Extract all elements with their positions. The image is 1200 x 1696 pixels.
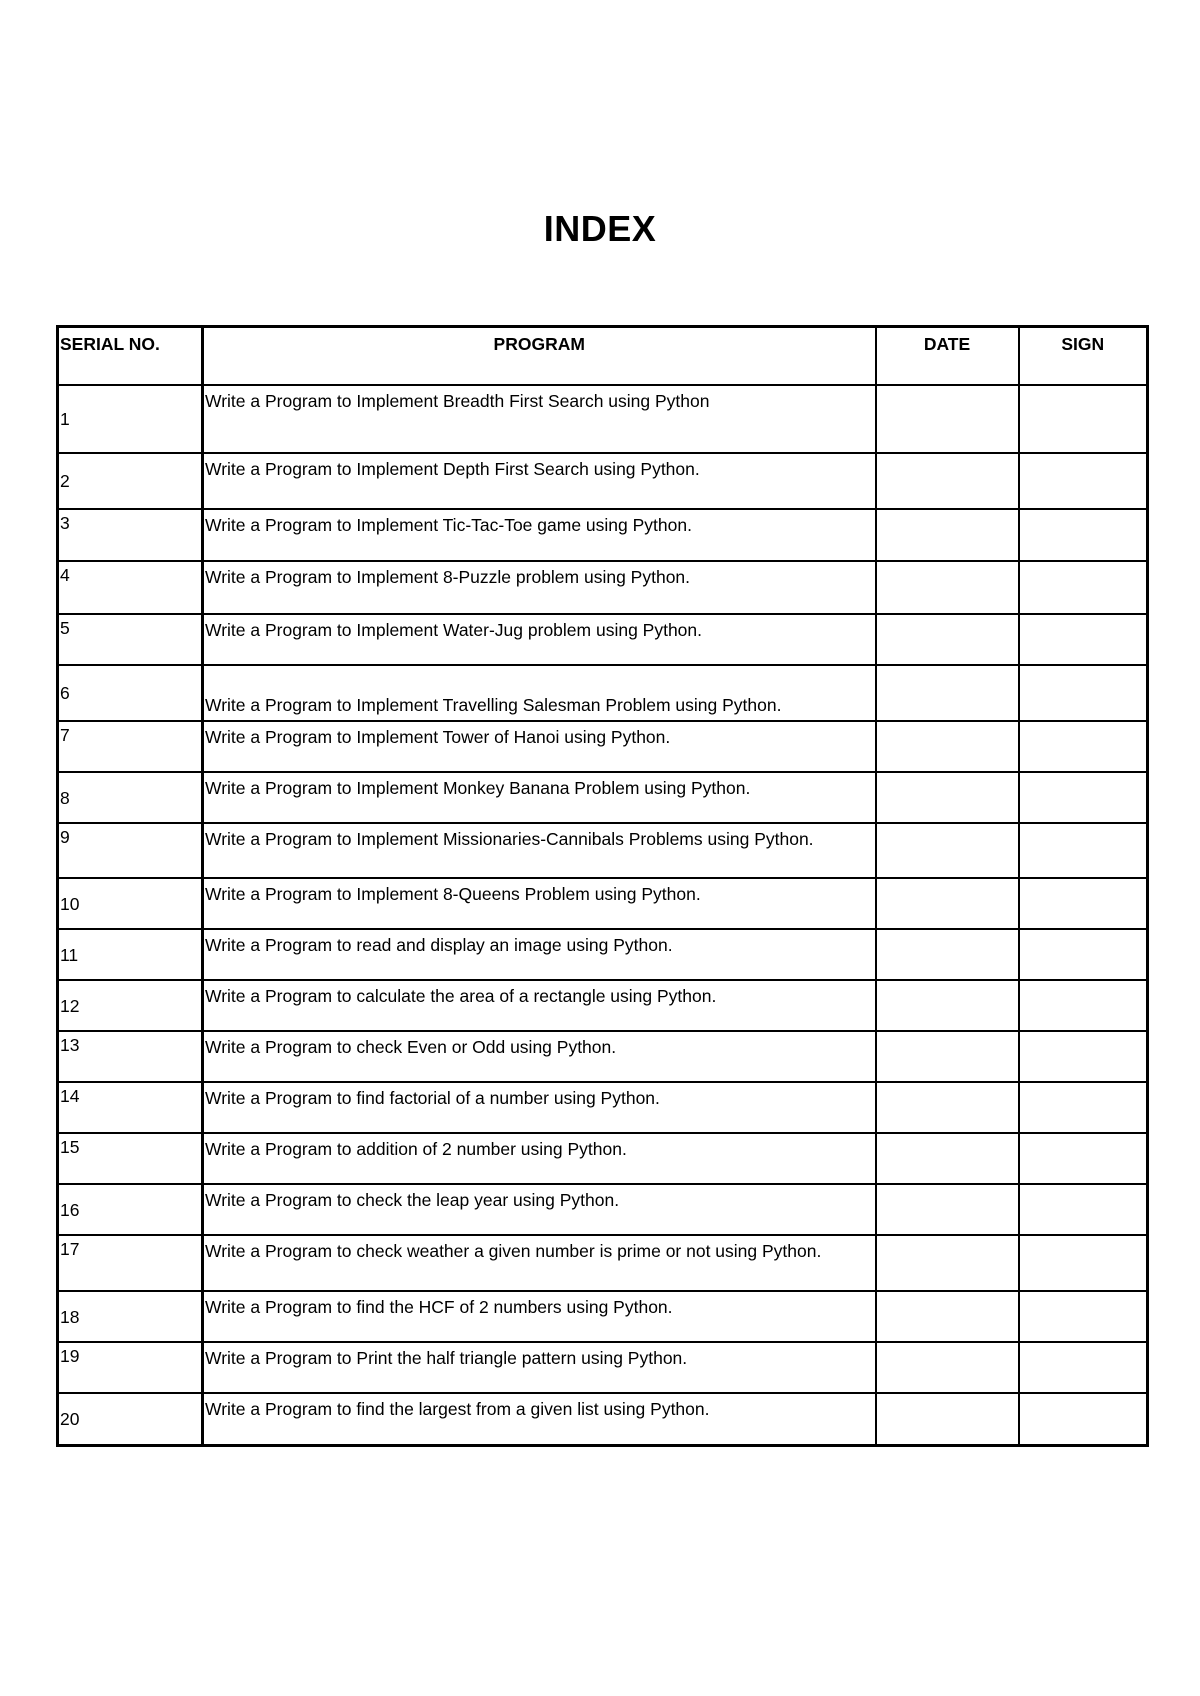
- program-cell: Write a Program to Implement Breadth First Search using Python: [203, 385, 876, 453]
- program-cell: Write a Program to check the leap year using Python.: [203, 1184, 876, 1235]
- sign-cell[interactable]: [1019, 721, 1148, 772]
- program-cell: Write a Program to check weather a given number is prime or not using Python.: [203, 1235, 876, 1291]
- serial-cell: 1: [58, 385, 203, 453]
- sign-cell[interactable]: [1019, 614, 1148, 665]
- program-cell: Write a Program to find the HCF of 2 numbers using Python.: [203, 1291, 876, 1342]
- header-serial: SERIAL NO.: [58, 327, 203, 386]
- program-cell: Write a Program to addition of 2 number using Python.: [203, 1133, 876, 1184]
- date-cell[interactable]: [876, 1184, 1019, 1235]
- serial-cell: 16: [58, 1184, 203, 1235]
- date-cell[interactable]: [876, 1031, 1019, 1082]
- program-cell: Write a Program to Implement Tower of Hanoi using Python.: [203, 721, 876, 772]
- serial-cell: 8: [58, 772, 203, 823]
- serial-cell: 13: [58, 1031, 203, 1082]
- date-cell[interactable]: [876, 1133, 1019, 1184]
- sign-cell[interactable]: [1019, 1291, 1148, 1342]
- sign-cell[interactable]: [1019, 929, 1148, 980]
- date-cell[interactable]: [876, 453, 1019, 509]
- date-cell[interactable]: [876, 772, 1019, 823]
- serial-cell: 18: [58, 1291, 203, 1342]
- date-cell[interactable]: [876, 823, 1019, 878]
- date-cell[interactable]: [876, 929, 1019, 980]
- table-row: [58, 772, 1148, 823]
- sign-cell[interactable]: [1019, 1184, 1148, 1235]
- date-cell[interactable]: [876, 1235, 1019, 1291]
- serial-cell: 5: [58, 614, 203, 665]
- table-row: [58, 721, 1148, 772]
- serial-cell: 10: [58, 878, 203, 929]
- table-row: [58, 878, 1148, 929]
- date-cell[interactable]: [876, 614, 1019, 665]
- table-row: [58, 1235, 1148, 1291]
- table-row: [58, 929, 1148, 980]
- table-row: [58, 823, 1148, 878]
- program-cell: Write a Program to read and display an image using Python.: [203, 929, 876, 980]
- program-cell: Write a Program to Implement Monkey Banana Problem using Python.: [203, 772, 876, 823]
- sign-cell[interactable]: [1019, 1235, 1148, 1291]
- program-cell: Write a Program to calculate the area of a rectangle using Python.: [203, 980, 876, 1031]
- sign-cell[interactable]: [1019, 1031, 1148, 1082]
- date-cell[interactable]: [876, 878, 1019, 929]
- table-row: [58, 561, 1148, 614]
- program-cell: Write a Program to Implement Tic-Tac-Toe game using Python.: [203, 509, 876, 561]
- program-cell: Write a Program to Print the half triangle pattern using Python.: [203, 1342, 876, 1393]
- table-row: [58, 453, 1148, 509]
- program-cell: Write a Program to Implement 8-Puzzle problem using Python.: [203, 561, 876, 614]
- table-row: [58, 1082, 1148, 1133]
- sign-cell[interactable]: [1019, 823, 1148, 878]
- sign-cell[interactable]: [1019, 1342, 1148, 1393]
- sign-cell[interactable]: [1019, 1133, 1148, 1184]
- sign-cell[interactable]: [1019, 561, 1148, 614]
- program-cell: Write a Program to Implement Travelling Salesman Problem using Python.: [203, 665, 876, 721]
- serial-cell: 17: [58, 1235, 203, 1291]
- program-cell: Write a Program to Implement Depth First Search using Python.: [203, 453, 876, 509]
- table-body: [58, 385, 1148, 1445]
- table-row: [58, 509, 1148, 561]
- program-cell: Write a Program to Implement Missionaries-Cannibals Problems using Python.: [203, 823, 876, 878]
- table-row: [58, 1393, 1148, 1445]
- header-sign: SIGN: [1019, 327, 1148, 386]
- sign-cell[interactable]: [1019, 453, 1148, 509]
- serial-cell: 3: [58, 509, 203, 561]
- header-date: DATE: [876, 327, 1019, 386]
- sign-cell[interactable]: [1019, 385, 1148, 453]
- date-cell[interactable]: [876, 509, 1019, 561]
- sign-cell[interactable]: [1019, 1393, 1148, 1445]
- date-cell[interactable]: [876, 1082, 1019, 1133]
- date-cell[interactable]: [876, 721, 1019, 772]
- serial-cell: 12: [58, 980, 203, 1031]
- program-cell: Write a Program to find factorial of a number using Python.: [203, 1082, 876, 1133]
- table-row: [58, 1133, 1148, 1184]
- serial-cell: 15: [58, 1133, 203, 1184]
- page-title: INDEX: [543, 208, 657, 249]
- date-cell[interactable]: [876, 665, 1019, 721]
- sign-cell[interactable]: [1019, 772, 1148, 823]
- serial-cell: 20: [58, 1393, 203, 1445]
- sign-cell[interactable]: [1019, 665, 1148, 721]
- table-row: [58, 385, 1148, 453]
- table-row: [58, 1291, 1148, 1342]
- table-row: [58, 614, 1148, 665]
- date-cell[interactable]: [876, 1393, 1019, 1445]
- serial-cell: 9: [58, 823, 203, 878]
- table-row: [58, 1031, 1148, 1082]
- program-cell: Write a Program to Implement Water-Jug problem using Python.: [203, 614, 876, 665]
- date-cell[interactable]: [876, 1291, 1019, 1342]
- table-row: [58, 665, 1148, 721]
- header-row: [58, 327, 1148, 386]
- sign-cell[interactable]: [1019, 509, 1148, 561]
- serial-cell: 4: [58, 561, 203, 614]
- program-cell: Write a Program to check Even or Odd using Python.: [203, 1031, 876, 1082]
- sign-cell[interactable]: [1019, 980, 1148, 1031]
- date-cell[interactable]: [876, 561, 1019, 614]
- program-cell: Write a Program to Implement 8-Queens Problem using Python.: [203, 878, 876, 929]
- serial-cell: 2: [58, 453, 203, 509]
- table-row: [58, 1184, 1148, 1235]
- index-table: [56, 325, 1149, 1447]
- serial-cell: 19: [58, 1342, 203, 1393]
- sign-cell[interactable]: [1019, 878, 1148, 929]
- serial-cell: 14: [58, 1082, 203, 1133]
- table-row: [58, 1342, 1148, 1393]
- table-row: [58, 980, 1148, 1031]
- date-cell[interactable]: [876, 385, 1019, 453]
- date-cell[interactable]: [876, 1342, 1019, 1393]
- serial-cell: 6: [58, 665, 203, 721]
- program-cell: Write a Program to find the largest from a given list using Python.: [203, 1393, 876, 1445]
- date-cell[interactable]: [876, 980, 1019, 1031]
- header-program: PROGRAM: [203, 327, 876, 386]
- serial-cell: 7: [58, 721, 203, 772]
- sign-cell[interactable]: [1019, 1082, 1148, 1133]
- serial-cell: 11: [58, 929, 203, 980]
